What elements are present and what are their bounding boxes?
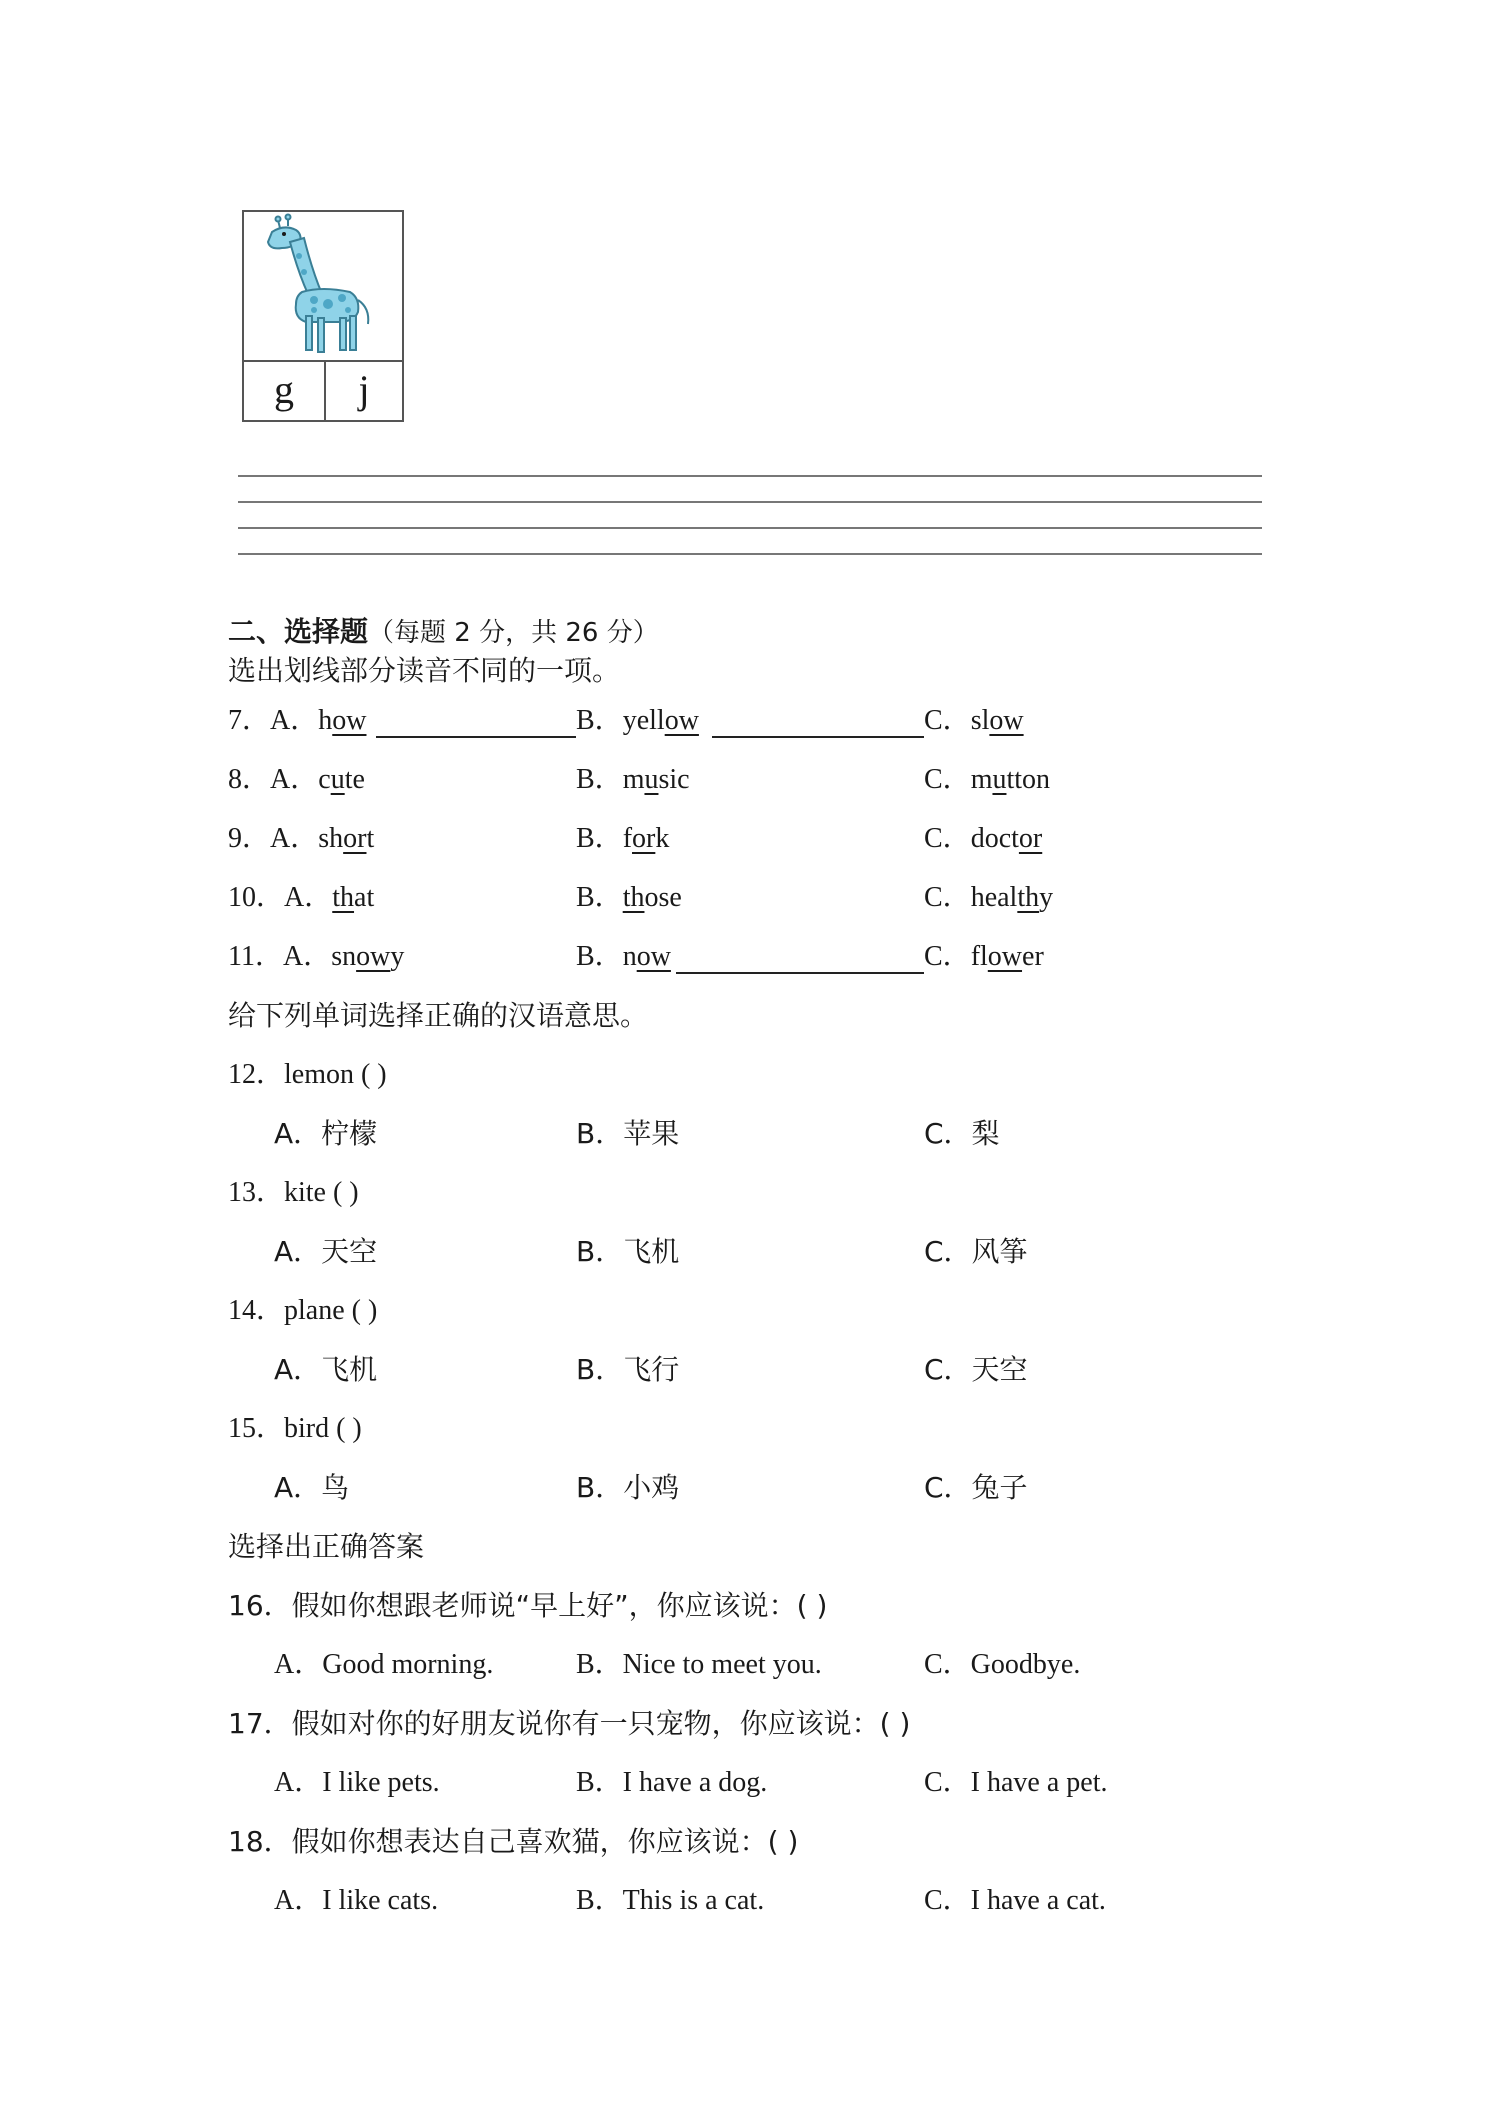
q12-option-b: B．苹果 xyxy=(576,1117,680,1150)
answer-blank xyxy=(712,736,924,738)
part1-instruction: 选出划线部分读音不同的一项。 xyxy=(228,654,621,687)
option-label: C． xyxy=(924,941,971,972)
q11-option-a xyxy=(228,937,404,977)
word-part: sic xyxy=(658,764,690,795)
question-number: 9． xyxy=(228,823,271,854)
option-label: C． xyxy=(924,823,971,854)
writing-line-1 xyxy=(238,475,1262,477)
option-label: C． xyxy=(924,882,971,913)
word-part: sn xyxy=(331,941,357,972)
underlined-part: u xyxy=(330,764,345,795)
word-part: heal xyxy=(970,882,1018,913)
q7-option-c xyxy=(924,701,1024,741)
underlined-part: u xyxy=(644,764,659,795)
q17-option-c: C．I have a pet. xyxy=(924,1767,1108,1798)
q13-option-c: C．风筝 xyxy=(924,1235,1028,1268)
option-label: B． xyxy=(576,823,623,854)
part2-instruction: 给下列单词选择正确的汉语意思。 xyxy=(228,999,649,1032)
underlined-part: ow xyxy=(636,941,671,972)
q10-option-b xyxy=(576,878,682,918)
option-label: A． xyxy=(270,705,319,736)
letter-cell-g: g xyxy=(244,362,326,420)
word-part: te xyxy=(344,764,365,795)
question-number: 11． xyxy=(228,941,283,972)
q8-option-c xyxy=(924,760,1050,800)
word-part: tton xyxy=(1006,764,1051,795)
word-part: sl xyxy=(970,705,990,736)
q12-stem: 12．lemon ( ) xyxy=(228,1059,387,1090)
underlined-part: th xyxy=(332,882,355,913)
word-part: k xyxy=(655,823,670,854)
option-label: B． xyxy=(576,764,623,795)
giraffe-card xyxy=(242,210,404,422)
word-part: er xyxy=(1022,941,1044,972)
underlined-part: u xyxy=(992,764,1007,795)
q15-option-b: B．小鸡 xyxy=(576,1471,680,1504)
word-part: yell xyxy=(622,705,665,736)
q18-option-b: B．This is a cat. xyxy=(576,1885,765,1916)
q17-option-b: B．I have a dog. xyxy=(576,1767,768,1798)
q13-stem: 13．kite ( ) xyxy=(228,1177,359,1208)
underlined-part: ow xyxy=(989,705,1024,736)
part3-instruction: 选择出正确答案 xyxy=(228,1530,425,1563)
word-part: sh xyxy=(318,823,344,854)
q15-stem: 15．bird ( ) xyxy=(228,1413,362,1444)
q13-option-a: A．天空 xyxy=(274,1235,378,1268)
underlined-part: ow xyxy=(332,705,367,736)
writing-line-2 xyxy=(238,501,1262,503)
word-part: h xyxy=(318,705,333,736)
q12-option-a: A．柠檬 xyxy=(274,1117,378,1150)
q16-option-c: C．Goodbye. xyxy=(924,1649,1081,1680)
word-part: y xyxy=(1039,882,1054,913)
word-part: doct xyxy=(970,823,1019,854)
word-part: y xyxy=(390,941,405,972)
q13-option-b: B．飞机 xyxy=(576,1235,680,1268)
underlined-part: ow xyxy=(664,705,699,736)
q9-option-a xyxy=(228,819,374,859)
section-heading xyxy=(228,612,659,653)
q18-stem: 18．假如你想表达自己喜欢猫，你应该说：( ) xyxy=(228,1825,799,1858)
q7-option-b xyxy=(576,701,699,741)
writing-line-4 xyxy=(238,553,1262,555)
word-part: ose xyxy=(644,882,682,913)
q11-option-c xyxy=(924,937,1044,977)
word-part: m xyxy=(622,764,645,795)
q10-option-a xyxy=(228,878,374,918)
option-label: A． xyxy=(282,941,332,972)
q14-option-a: A．飞机 xyxy=(274,1353,378,1386)
q11-option-b xyxy=(576,937,671,977)
word-part: m xyxy=(970,764,993,795)
option-label: A． xyxy=(270,764,319,795)
word-part: at xyxy=(354,882,375,913)
answer-blank xyxy=(676,972,924,974)
question-number: 8． xyxy=(228,764,271,795)
q8-option-b xyxy=(576,760,690,800)
underlined-part: th xyxy=(622,882,645,913)
section-score: （每题 2 分，共 26 分） xyxy=(368,618,659,648)
q18-option-c: C．I have a cat. xyxy=(924,1885,1106,1916)
option-label: A． xyxy=(270,823,319,854)
q9-option-c xyxy=(924,819,1042,859)
q12-option-c: C．梨 xyxy=(924,1117,1000,1150)
q18-option-a: A．I like cats. xyxy=(274,1885,439,1916)
option-label: B． xyxy=(576,705,623,736)
answer-blank xyxy=(376,736,576,738)
giraffe-image xyxy=(244,212,402,362)
q15-option-c: C．兔子 xyxy=(924,1471,1028,1504)
giraffe-icon xyxy=(244,212,402,358)
option-label: B． xyxy=(576,882,623,913)
option-label: C． xyxy=(924,764,971,795)
underlined-part: th xyxy=(1017,882,1040,913)
question-number: 7． xyxy=(228,705,271,736)
q7-option-a xyxy=(228,701,366,741)
q9-option-b xyxy=(576,819,669,859)
section-title: 二、选择题 xyxy=(228,615,369,648)
underlined-part: or xyxy=(343,823,367,854)
q16-option-a: A．Good morning. xyxy=(274,1649,494,1680)
word-part: n xyxy=(622,941,637,972)
word-part: c xyxy=(318,764,331,795)
question-number: 10． xyxy=(228,882,285,913)
q10-option-c xyxy=(924,878,1053,918)
underlined-part: or xyxy=(1018,823,1043,854)
word-part: t xyxy=(366,823,375,854)
q17-stem: 17．假如对你的好朋友说你有一只宠物，你应该说：( ) xyxy=(228,1707,911,1740)
underlined-part: or xyxy=(632,823,656,854)
word-part: f xyxy=(622,823,633,854)
word-part: fl xyxy=(970,941,988,972)
q15-option-a: A．鸟 xyxy=(274,1471,350,1504)
option-label: B． xyxy=(576,941,623,972)
underlined-part: ow xyxy=(356,941,391,972)
option-label: A． xyxy=(284,882,333,913)
q16-option-b: B．Nice to meet you. xyxy=(576,1649,822,1680)
writing-line-3 xyxy=(238,527,1262,529)
option-label: C． xyxy=(924,705,971,736)
q14-stem: 14．plane ( ) xyxy=(228,1295,378,1326)
letter-cell-j: j xyxy=(358,367,370,412)
underlined-part: ow xyxy=(987,941,1023,972)
q8-option-a xyxy=(228,760,365,800)
q17-option-a: A．I like pets. xyxy=(274,1767,440,1798)
q16-stem: 16．假如你想跟老师说“早上好”，你应该说：( ) xyxy=(228,1589,828,1622)
q14-option-c: C．天空 xyxy=(924,1353,1028,1386)
q14-option-b: B．飞行 xyxy=(576,1353,680,1386)
